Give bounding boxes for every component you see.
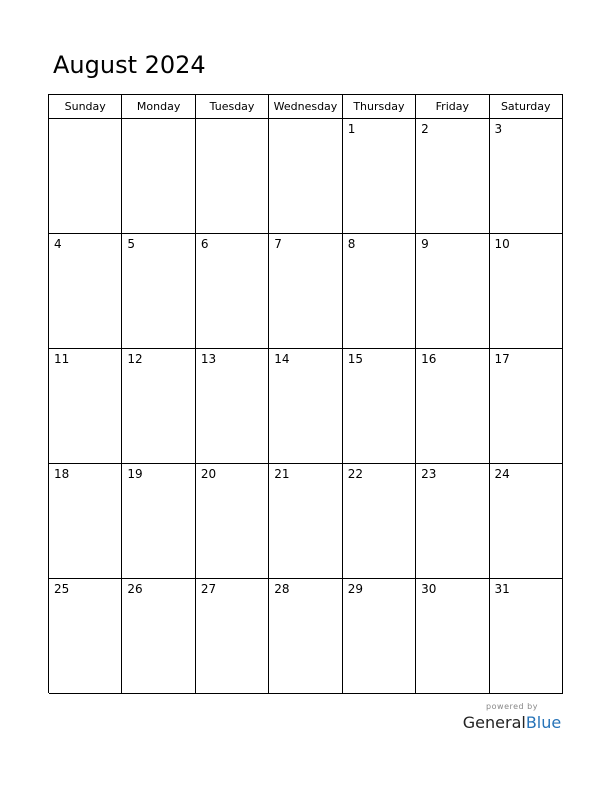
page-title: August 2024 bbox=[53, 51, 206, 79]
day-number: 15 bbox=[347, 352, 363, 366]
day-number: 25 bbox=[54, 582, 70, 596]
day-number: 5 bbox=[127, 237, 136, 251]
day-number: 6 bbox=[200, 237, 209, 251]
day-cell bbox=[49, 234, 122, 349]
day-number: 26 bbox=[127, 582, 143, 596]
day-cell bbox=[49, 119, 122, 234]
week-row-1 bbox=[49, 119, 563, 234]
day-number: 29 bbox=[347, 582, 363, 596]
day-number: 10 bbox=[494, 237, 510, 251]
day-cell bbox=[269, 119, 342, 234]
day-number: 22 bbox=[347, 467, 363, 481]
day-cell bbox=[122, 464, 195, 579]
day-number: 3 bbox=[494, 122, 503, 136]
week-row-5 bbox=[49, 579, 563, 694]
day-cell bbox=[269, 579, 342, 694]
day-cell bbox=[122, 349, 195, 464]
day-cell bbox=[416, 579, 489, 694]
week-row-2 bbox=[49, 234, 563, 349]
day-cell bbox=[343, 579, 416, 694]
logo-general-text: General bbox=[462, 713, 526, 732]
weekday-header-thursday: Thursday bbox=[343, 95, 416, 119]
weekday-header-monday: Monday bbox=[122, 95, 195, 119]
day-number: 9 bbox=[421, 237, 429, 251]
day-cell bbox=[490, 464, 563, 579]
day-number: 18 bbox=[54, 467, 70, 481]
weekday-header-wednesday: Wednesday bbox=[269, 95, 342, 119]
day-number: 28 bbox=[274, 582, 290, 596]
day-cell bbox=[343, 464, 416, 579]
day-number: 4 bbox=[54, 237, 62, 251]
day-cell bbox=[269, 234, 342, 349]
day-number: 16 bbox=[421, 352, 437, 366]
day-number: 12 bbox=[127, 352, 143, 366]
generalblue-logo bbox=[462, 713, 562, 733]
day-number: 2 bbox=[421, 122, 429, 136]
day-number: 19 bbox=[127, 467, 143, 481]
day-number: 31 bbox=[494, 582, 510, 596]
day-cell bbox=[343, 234, 416, 349]
day-cell bbox=[416, 234, 489, 349]
day-number: 30 bbox=[421, 582, 437, 596]
day-number: 17 bbox=[494, 352, 510, 366]
day-number: 8 bbox=[347, 237, 356, 251]
day-number: 21 bbox=[274, 467, 290, 481]
calendar-grid bbox=[48, 94, 563, 693]
day-cell bbox=[269, 464, 342, 579]
day-cell bbox=[490, 349, 563, 464]
day-cell bbox=[196, 349, 269, 464]
day-cell bbox=[269, 349, 342, 464]
day-number: 27 bbox=[200, 582, 217, 596]
weekday-header-row bbox=[49, 95, 563, 119]
weekday-header-tuesday: Tuesday bbox=[196, 95, 269, 119]
day-number: 7 bbox=[274, 237, 282, 251]
day-cell bbox=[490, 234, 563, 349]
weekday-header-sunday: Sunday bbox=[49, 95, 122, 119]
day-number: 11 bbox=[54, 352, 70, 366]
day-cell bbox=[122, 579, 195, 694]
week-row-4 bbox=[49, 464, 563, 579]
generalblue-brand bbox=[462, 701, 562, 733]
day-cell bbox=[416, 349, 489, 464]
day-cell bbox=[416, 119, 489, 234]
day-cell bbox=[49, 349, 122, 464]
weekday-header-friday: Friday bbox=[416, 95, 489, 119]
day-cell bbox=[49, 579, 122, 694]
day-number: 1 bbox=[347, 122, 356, 136]
powered-by-label: powered by bbox=[486, 702, 538, 711]
day-number: 13 bbox=[200, 352, 217, 366]
day-cell bbox=[490, 119, 563, 234]
day-cell bbox=[196, 464, 269, 579]
day-cell bbox=[122, 234, 195, 349]
day-number: 14 bbox=[274, 352, 290, 366]
day-cell bbox=[196, 234, 269, 349]
day-cell bbox=[122, 119, 195, 234]
day-number: 24 bbox=[494, 467, 510, 481]
week-row-3 bbox=[49, 349, 563, 464]
logo-blue-text: Blue bbox=[525, 713, 562, 732]
day-cell bbox=[49, 464, 122, 579]
day-cell bbox=[343, 349, 416, 464]
day-cell bbox=[196, 579, 269, 694]
day-cell bbox=[343, 119, 416, 234]
weekday-header-saturday: Saturday bbox=[490, 95, 563, 119]
day-cell bbox=[416, 464, 489, 579]
day-cell bbox=[490, 579, 563, 694]
day-number: 20 bbox=[200, 467, 217, 481]
day-number: 23 bbox=[421, 467, 437, 481]
day-cell bbox=[196, 119, 269, 234]
